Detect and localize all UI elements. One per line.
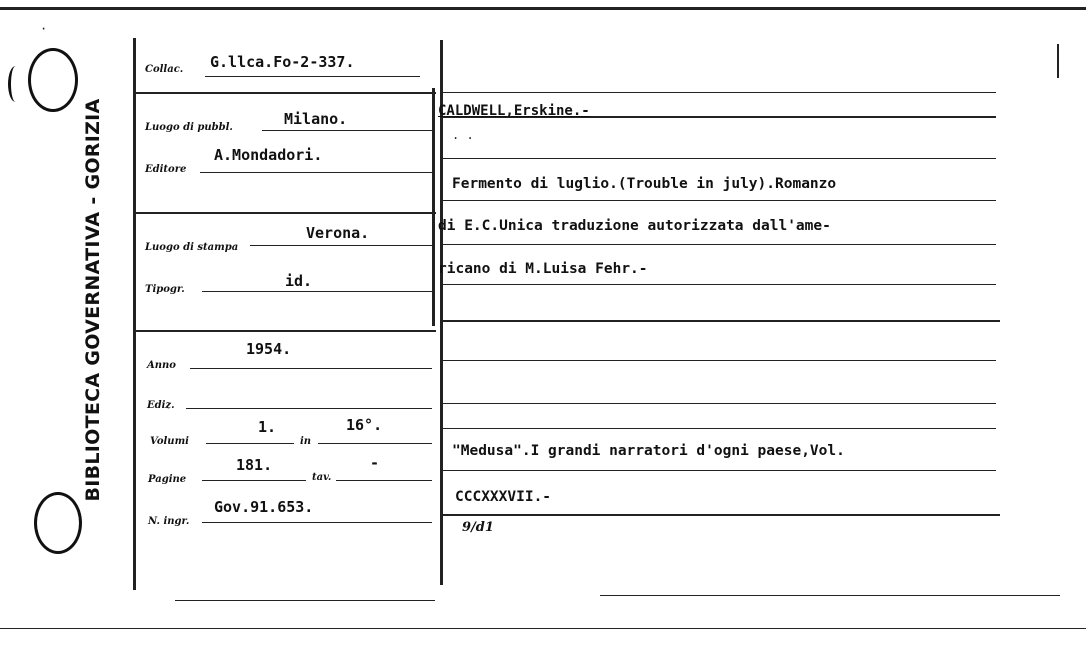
underline-collocazione — [205, 76, 420, 77]
label-volumi: Volumi — [150, 436, 189, 447]
author-heading: CALDWELL,Erskine.- — [438, 103, 590, 119]
series-line-2: CCCXXXVII.- — [455, 489, 552, 505]
right-line-6 — [440, 284, 996, 285]
underline-edizione — [186, 408, 432, 409]
value-formato: 16°. — [346, 416, 383, 434]
bottom-line-1 — [175, 600, 435, 601]
right-line-10 — [440, 428, 996, 429]
center-divider-line — [432, 88, 435, 326]
right-line-3 — [440, 158, 996, 159]
punch-hole-top — [28, 48, 78, 112]
underline-tipografo — [202, 291, 432, 292]
library-stamp: BIBLIOTECA GOVERNATIVA - GORIZIA — [82, 98, 104, 502]
value-ingresso: Gov.91.653. — [214, 498, 314, 516]
bottom-line-3 — [0, 628, 1086, 629]
underline-ingresso — [202, 522, 432, 523]
series-line-1: "Medusa".I grandi narratori d'ogni paese,Vol. — [452, 443, 845, 459]
title-line-2: di E.C.Unica traduzione autorizzata dall'ame- — [438, 218, 831, 234]
left-margin-line — [133, 38, 136, 590]
label-pagine: Pagine — [148, 474, 187, 485]
label-luogo-pubbl: Luogo di pubbl. — [145, 122, 233, 133]
underline-luogo-pubbl — [262, 130, 432, 131]
underline-pagine-b — [336, 480, 432, 481]
underline-pagine-a — [202, 480, 306, 481]
punch-hole-top-edge — [8, 66, 23, 102]
value-collocazione: G.llca.Fo-2-337. — [210, 53, 355, 71]
underline-editore — [200, 172, 432, 173]
value-luogo-pubbl: Milano. — [284, 110, 348, 128]
separator-2 — [136, 212, 436, 214]
label-ingresso: N. ingr. — [148, 516, 190, 527]
value-pagine: 181. — [236, 456, 273, 474]
title-line-1: Fermento di luglio.(Trouble in july).Romanzo — [452, 176, 837, 192]
underline-anno — [190, 368, 432, 369]
underline-volumi-a — [206, 443, 294, 444]
value-volumi: 1. — [258, 418, 277, 436]
value-editore: A.Mondadori. — [214, 146, 323, 164]
separator-1 — [136, 92, 436, 94]
right-line-12 — [440, 514, 1000, 516]
label-editore: Editore — [145, 164, 187, 175]
right-line-8 — [440, 360, 996, 361]
right-line-4 — [440, 200, 996, 201]
center-divider-lower — [440, 40, 443, 585]
value-tavole: - — [370, 454, 380, 472]
label-tavole: tav. — [312, 472, 332, 483]
dots-under-author: . . — [452, 128, 474, 142]
right-line-1 — [440, 92, 996, 93]
bottom-line-2 — [600, 595, 1060, 596]
label-tipografo: Tipogr. — [145, 284, 185, 295]
label-edizione: Ediz. — [147, 400, 175, 411]
punch-hole-bottom — [34, 492, 82, 554]
label-luogo-stampa: Luogo di stampa — [145, 242, 239, 253]
value-anno: 1954. — [246, 340, 292, 358]
value-luogo-stampa: Verona. — [306, 224, 370, 242]
handwritten-note: 9/d1 — [462, 520, 494, 535]
title-line-3: ricano di M.Luisa Fehr.- — [438, 261, 648, 277]
label-collocazione: Collac. — [145, 64, 184, 75]
card-top-border — [0, 7, 1086, 10]
right-line-11 — [440, 470, 996, 471]
right-line-9 — [440, 403, 996, 404]
speck-top: · — [40, 22, 48, 36]
right-line-5 — [440, 244, 996, 245]
label-volumi-in: in — [300, 436, 312, 447]
separator-3 — [136, 330, 436, 332]
value-tipografo: id. — [285, 272, 313, 290]
underline-volumi-b — [318, 443, 432, 444]
right-edge-mark — [1057, 44, 1059, 78]
right-line-7 — [440, 320, 1000, 322]
label-anno: Anno — [147, 360, 176, 371]
underline-luogo-stampa — [250, 245, 432, 246]
